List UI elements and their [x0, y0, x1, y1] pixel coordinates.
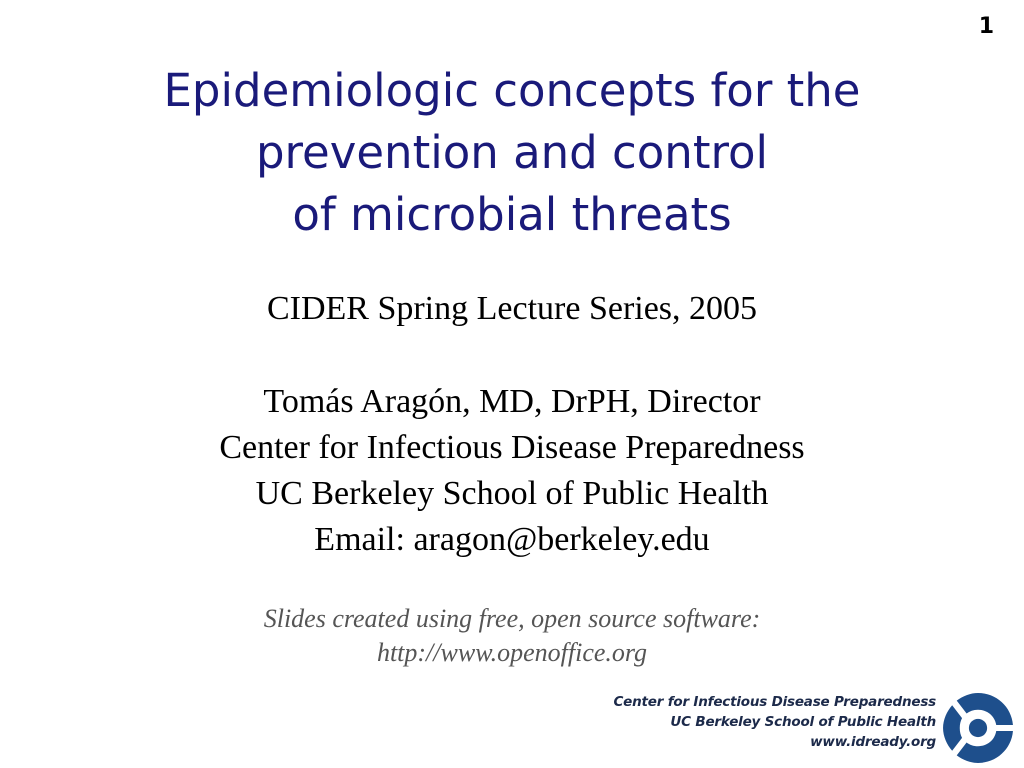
footer-website: www.idready.org	[810, 734, 936, 750]
footer-branding	[613, 692, 936, 752]
author-name: Tomás Aragón, MD, DrPH, Director	[263, 383, 761, 420]
title-line: Epidemiologic concepts for the	[163, 64, 861, 117]
software-note	[0, 602, 1024, 670]
slide-subtitle: CIDER Spring Lecture Series, 2005	[266, 290, 758, 327]
cidp-swirl-logo-icon	[940, 690, 1016, 766]
author-email: Email: aragon@berkeley.edu	[314, 521, 710, 558]
title-line: prevention and control	[255, 126, 769, 179]
software-note-text: Slides created using free, open source software:	[263, 604, 761, 633]
title-line: of microbial threats	[292, 188, 732, 241]
footer-center-name: Center for Infectious Disease Preparedness	[613, 694, 936, 710]
footer-school-name: UC Berkeley School of Public Health	[670, 714, 936, 730]
author-affiliation: Center for Infectious Disease Preparedness	[219, 429, 805, 466]
author-block	[0, 379, 1024, 563]
author-school: UC Berkeley School of Public Health	[255, 475, 769, 512]
page-number: 1	[978, 14, 994, 39]
slide-title	[0, 60, 1024, 246]
software-note-url: http://www.openoffice.org	[376, 638, 648, 667]
